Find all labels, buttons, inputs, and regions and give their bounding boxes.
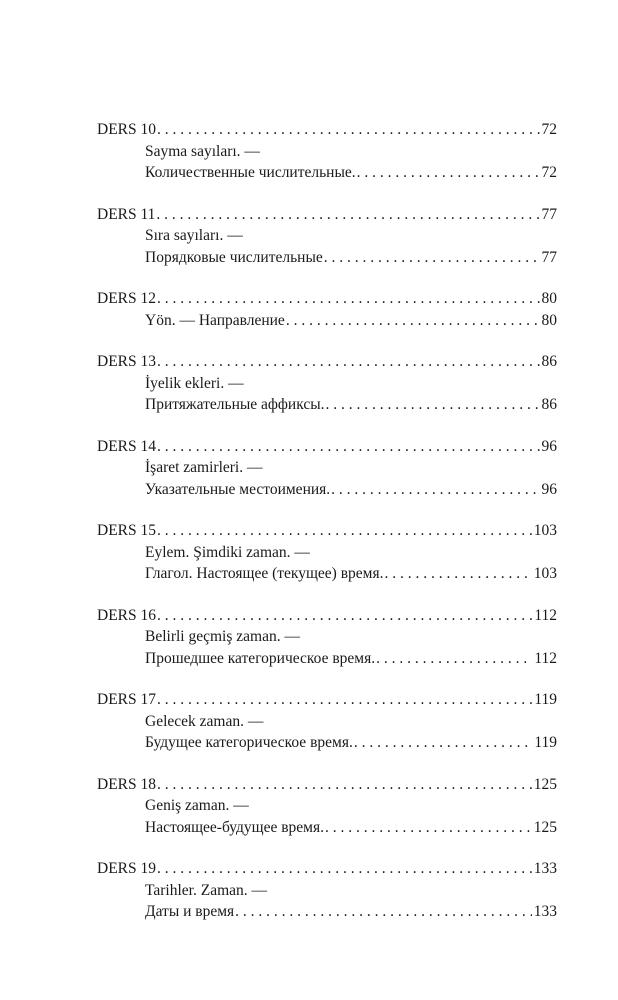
lesson-title: DERS 16 bbox=[97, 606, 156, 624]
toc-lesson-line[interactable] bbox=[97, 605, 557, 627]
toc-topic-tr bbox=[97, 542, 557, 564]
toc-entry-ders-13 bbox=[97, 351, 557, 416]
toc-topic-line[interactable] bbox=[97, 310, 557, 332]
dot-leader bbox=[157, 351, 540, 373]
lesson-title: DERS 15 bbox=[97, 522, 156, 539]
toc-entry-ders-16 bbox=[97, 605, 557, 670]
toc-entry-ders-18 bbox=[97, 774, 557, 839]
topic-title-ru: Порядковые числительные bbox=[145, 248, 323, 266]
page-number: 72 bbox=[541, 121, 557, 138]
page-number: 103 bbox=[533, 565, 557, 582]
dot-leader bbox=[235, 901, 532, 923]
toc-entry-ders-11 bbox=[97, 204, 557, 269]
toc-topic-line[interactable] bbox=[97, 817, 557, 839]
topic-title-ru: Притяжательные аффиксы. bbox=[145, 396, 325, 413]
toc-topic-line[interactable] bbox=[97, 394, 557, 416]
lesson-title: DERS 18 bbox=[97, 775, 156, 793]
page-number: 77 bbox=[541, 248, 557, 266]
toc-topic-line[interactable] bbox=[97, 901, 557, 923]
toc-lesson-line[interactable] bbox=[97, 288, 557, 310]
lesson-title: DERS 11 bbox=[97, 205, 156, 223]
topic-title-tr: Gelecek zaman. — bbox=[145, 712, 264, 730]
page-number: 80 bbox=[541, 311, 557, 329]
lesson-title: DERS 17 bbox=[97, 691, 156, 708]
toc-topic-line[interactable] bbox=[97, 162, 557, 184]
topic-title-ru: Yön. — Направление bbox=[145, 311, 285, 329]
dot-leader bbox=[354, 732, 532, 754]
toc-entry-ders-14 bbox=[97, 436, 557, 501]
lesson-title: DERS 13 bbox=[97, 353, 156, 370]
toc-lesson-line[interactable] bbox=[97, 119, 557, 141]
topic-title-tr: Geniş zaman. — bbox=[145, 797, 249, 814]
dot-leader bbox=[156, 204, 539, 226]
page-number: 133 bbox=[533, 860, 557, 877]
toc-topic-line[interactable] bbox=[97, 563, 557, 585]
toc-lesson-line[interactable] bbox=[97, 858, 557, 880]
page-number: 125 bbox=[533, 818, 557, 836]
toc-topic-tr bbox=[97, 457, 557, 479]
topic-title-tr: İyelik ekleri. — bbox=[145, 374, 244, 392]
toc-topic-tr bbox=[97, 141, 557, 163]
dot-leader bbox=[157, 858, 532, 880]
page-number: 86 bbox=[541, 353, 557, 370]
dot-leader bbox=[157, 288, 540, 310]
dot-leader bbox=[326, 394, 540, 416]
toc-topic-line[interactable] bbox=[97, 732, 557, 754]
topic-title-tr: Sayma sayıları. — bbox=[145, 142, 260, 160]
topic-title-tr: Tarihler. Zaman. — bbox=[145, 881, 268, 899]
lesson-title: DERS 14 bbox=[97, 437, 156, 455]
lesson-title: DERS 19 bbox=[97, 860, 156, 877]
toc-entry-ders-15 bbox=[97, 520, 557, 585]
page-number: 112 bbox=[534, 649, 557, 667]
topic-title-ru: Глагол. Настоящее (текущее) время. bbox=[145, 565, 384, 582]
toc-lesson-line[interactable] bbox=[97, 204, 557, 226]
toc-topic-tr bbox=[97, 626, 557, 648]
page-number: 112 bbox=[534, 606, 557, 624]
page-number: 86 bbox=[541, 396, 557, 413]
toc-topic-line[interactable] bbox=[97, 247, 557, 269]
toc-lesson-line[interactable] bbox=[97, 351, 557, 373]
dot-leader bbox=[157, 436, 540, 458]
page-number: 133 bbox=[533, 903, 557, 920]
dot-leader bbox=[157, 605, 532, 627]
table-of-contents bbox=[97, 119, 557, 943]
page-number: 72 bbox=[541, 164, 557, 181]
topic-title-ru: Настоящее-будущее время. bbox=[145, 818, 324, 836]
lesson-title: DERS 10 bbox=[97, 121, 156, 138]
topic-title-ru: Количественные числительные. bbox=[145, 164, 356, 181]
toc-topic-line[interactable] bbox=[97, 648, 557, 670]
toc-topic-line[interactable] bbox=[97, 479, 557, 501]
topic-title-ru: Даты и время bbox=[145, 903, 235, 920]
topic-title-tr: Belirli geçmiş zaman. — bbox=[145, 628, 300, 645]
topic-title-ru: Указательные местоимения. bbox=[145, 480, 331, 498]
dot-leader bbox=[325, 817, 532, 839]
toc-lesson-line[interactable] bbox=[97, 436, 557, 458]
toc-entry-ders-19 bbox=[97, 858, 557, 923]
dot-leader bbox=[157, 689, 532, 711]
page-number: 103 bbox=[533, 522, 557, 539]
dot-leader bbox=[157, 119, 540, 141]
topic-title-ru: Прошедшее категорическое время. bbox=[145, 649, 376, 667]
toc-topic-tr bbox=[97, 880, 557, 902]
toc-lesson-line[interactable] bbox=[97, 774, 557, 796]
page-number: 125 bbox=[533, 775, 557, 793]
dot-leader bbox=[357, 162, 540, 184]
page-number: 119 bbox=[534, 691, 557, 708]
dot-leader bbox=[324, 247, 540, 269]
topic-title-tr: İşaret zamirleri. — bbox=[145, 459, 263, 476]
page-number: 119 bbox=[534, 734, 557, 751]
toc-lesson-line[interactable] bbox=[97, 520, 557, 542]
dot-leader bbox=[157, 774, 532, 796]
lesson-title: DERS 12 bbox=[97, 290, 156, 307]
dot-leader bbox=[331, 479, 539, 501]
dot-leader bbox=[384, 563, 531, 585]
toc-entry-ders-12 bbox=[97, 288, 557, 331]
page-number: 96 bbox=[541, 437, 557, 455]
toc-entry-ders-17 bbox=[97, 689, 557, 754]
page-number: 77 bbox=[541, 205, 557, 223]
toc-topic-tr bbox=[97, 711, 557, 733]
topic-title-tr: Eylem. Şimdiki zaman. — bbox=[145, 543, 310, 561]
topic-title-tr: Sıra sayıları. — bbox=[145, 227, 243, 244]
toc-topic-tr bbox=[97, 373, 557, 395]
toc-topic-tr bbox=[97, 795, 557, 817]
page-number: 80 bbox=[541, 290, 557, 307]
dot-leader bbox=[157, 520, 532, 542]
toc-topic-tr bbox=[97, 225, 557, 247]
toc-lesson-line[interactable] bbox=[97, 689, 557, 711]
topic-title-ru: Будущее категорическое время. bbox=[145, 734, 353, 751]
dot-leader bbox=[376, 648, 532, 670]
toc-entry-ders-10 bbox=[97, 119, 557, 184]
dot-leader bbox=[286, 310, 540, 332]
page-number: 96 bbox=[541, 480, 557, 498]
